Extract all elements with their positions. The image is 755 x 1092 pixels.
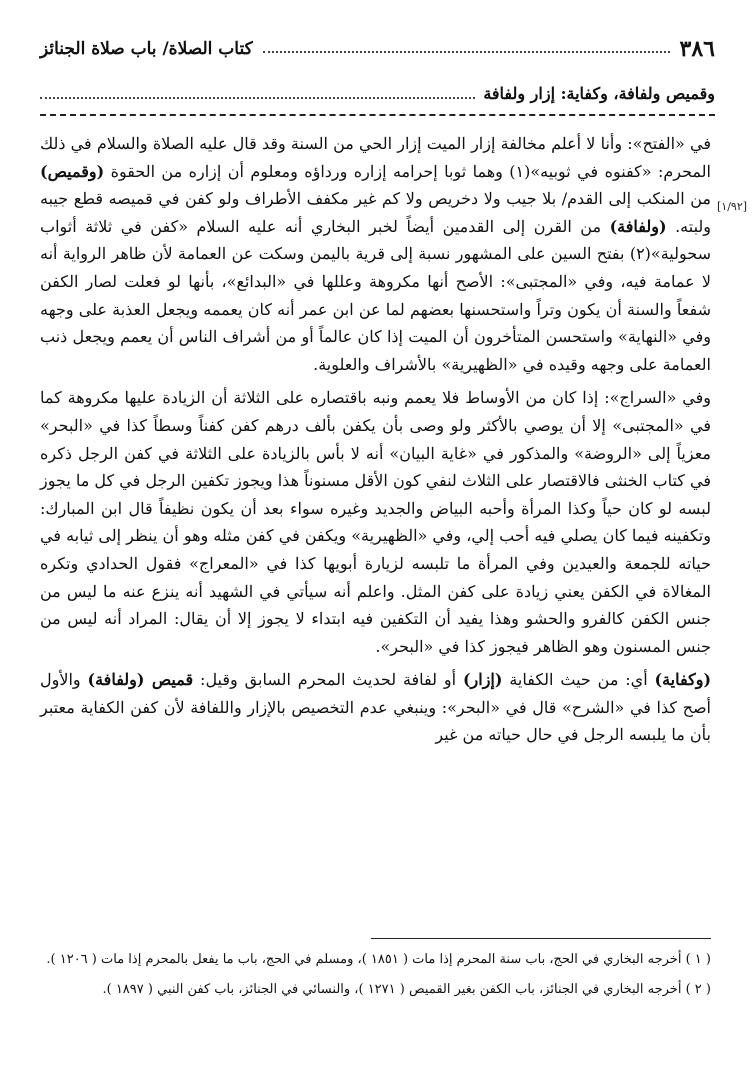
heading-dotted-leader — [40, 97, 475, 99]
bold-matn-term: (ولفافة) — [609, 216, 667, 236]
text-segment: من المنكب إلى القدم/ بلا جيب ولا دخريص ولا كم غير مكفف الأطراف ولو كفن في قميصه قطع جيبه ولبته. — [40, 189, 711, 236]
text-segment: والأول أصح كذا في «الشرح» قال في «البحر»: وينبغي عدم التخصيص بالإزار واللفافة لأن كفن الكفاية معتبر بأن ما يلبسه الرجل في حال حياته من غير — [40, 670, 711, 745]
text-segment: في «الفتح»: وأنا لا أعلم مخالفة إزار الميت إزار الحي من السنة وقد قال عليه الصلاة والسلام في ذلك المحرم: «كفنوه في ثوبيه» — [40, 134, 711, 181]
text-segment: أي: من حيث الكفاية — [502, 670, 655, 690]
paragraph — [40, 384, 711, 660]
bold-matn-term: قميص (ولفافة) — [87, 670, 194, 690]
footnotes — [40, 948, 711, 1008]
heading-dashed-rule — [40, 114, 715, 116]
text-segment: من القرن إلى القدمين أيضاً لخبر البخاري أنه عليه السلام «كفن في ثلاثة أثواب سحولية» — [40, 216, 711, 264]
header-dotted-leader — [263, 51, 670, 53]
page-number: ٣٨٦ — [679, 36, 715, 62]
text-segment: (٢) — [629, 244, 651, 264]
paragraph — [40, 666, 711, 749]
bold-matn-term: (وكفاية) — [654, 670, 712, 690]
bold-matn-term: (إزار) — [462, 670, 503, 690]
section-heading — [40, 84, 715, 103]
footnote-separator — [371, 938, 711, 939]
text-segment: وفي «السراج»: إذا كان من الأوساط فلا يعمم ونبه باقتصاره على الثلاثة أن الزيادة عليها مكروهة كما في «المجتبى» إلا أن يوصي بالأكثر ولو وصى بأن يكفن بألف درهم كفن كفناً وسطاً كذا في «البحر» معزياً إلى «الروضة» والمذكور في «غاية البيان» أنه لا بأس بالزيادة على الثلاثة في كفن الرجل ذكره في كتاب الخنثى فالاقتصار على الثلاث لنفي كون الأقل مسنوناً هذا ويجوز تكفين الرجل في كل ما يجوز لبسه لو كان حياً وكذا المرأة وأحبه البياض والجديد وغيره سواء بعد أن يكون نظيفاً قال ابن المبارك: وتكفينه فيما كان يصلي فيه أحب إلي، وفي «الظهيرية» ويكفن في كفن مثله وهو أن ينظر إلى ثيابه في حياته للجمعة والعيدين وفي المرأة ما تلبسه لزيارة أبويها كذا في «المعراج» فقول الحدادي وتكره المغالاة في الكفن يعني زيادة على كفن المثل. واعلم أنه سيأتي في الشهيد أنه ينزع عنه ما ليس من جنس الكفن كالفرو والحشو وهذا يفيد أن التكفين فيه ابتداء لا يجوز إلا أن يقال: المراد أنه ليس من جنس المسنون وهو الظاهر فيجوز كذا في «البحر». — [40, 388, 712, 656]
paragraph — [40, 130, 711, 378]
text-segment: أو لفافة لحديث المحرم السابق وقيل: — [193, 670, 463, 690]
text-segment: (١) — [509, 161, 531, 181]
book-title: كتاب الصلاة/ باب صلاة الجنائز — [40, 39, 253, 59]
footnote-1: ( ١ ) أخرجه البخاري في الحج، باب سنة المحرم إذا مات ( ١٨٥١ )، ومسلم في الحج، باب ما يفعل بالمحرم إذا مات ( ١٢٠٦ ). — [46, 952, 711, 967]
section-heading-text: وقميص ولفافة، وكفاية: إزار ولفافة — [483, 84, 715, 103]
footnote-2: ( ٢ ) أخرجه البخاري في الجنائز، باب الكفن بغير القميص ( ١٢٧١ )، والنسائي في الجنائز، باب كفن النبي ( ١٨٩٧ ). — [102, 982, 711, 997]
margin-page-reference: [١/٩٢] — [717, 200, 748, 213]
commentary-body — [40, 130, 711, 755]
running-head — [40, 34, 715, 64]
text-segment: بفتح السين على المشهور نسبة إلى قرية باليمن وسكت عن العمامة لأن ظاهر الرواية أنه لا عمامة فيه، وفي «المجتبى»: الأصح أنها مكروهة وعللها في «البدائع»، بأنها لو فعلت لصار الكفن شفعاً والسنة أن يكون وتراً واستحسنها بعضهم لما عن ابن عمر أنه كان يعممه ويجعل العذبة على وجهه وفي «النهاية» واستحسن المتأخرون أن الميت إذا كان عالماً أو من أشراف الناس أن يعمم ويجعل ذنب العمامة على وجهه وقيده في «الظهيرية» بالأشراف والعلوية. — [40, 244, 711, 374]
bold-matn-term: (وقميص) — [40, 161, 105, 181]
text-segment: وهما ثوبا إحرامه إزاره ورداؤه ومعلوم أن إزاره من الحقوة — [104, 161, 510, 181]
